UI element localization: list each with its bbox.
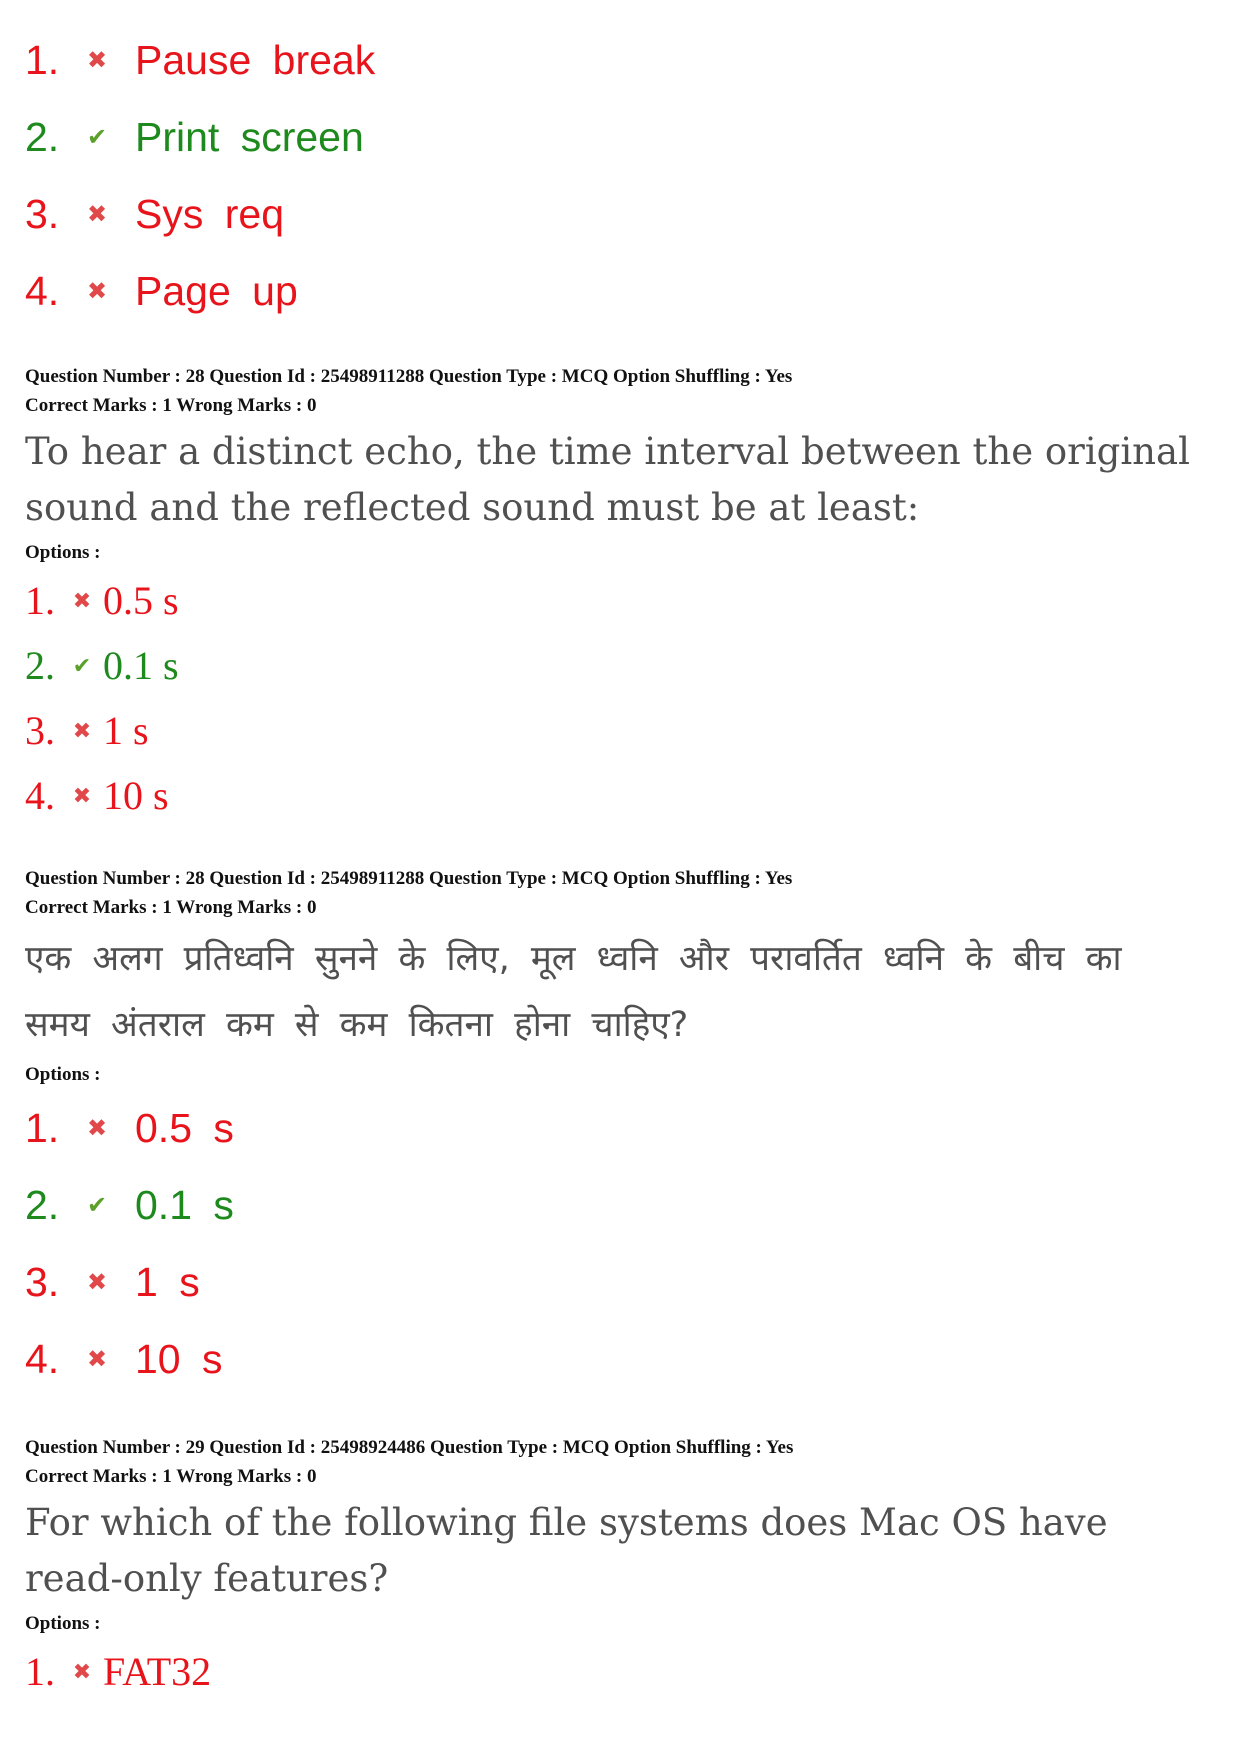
cross-icon: ✖ — [72, 1658, 92, 1684]
question-block — [25, 1433, 1220, 1704]
question-text: For which of the following file systems does Mac OS have read-only features? — [25, 1501, 1108, 1600]
option-3 — [25, 176, 1220, 253]
question-meta: Question Number : 28 Question Id : 25498911288 Question Type : MCQ Option Shuffling : Yes — [25, 366, 793, 387]
option-number: 3. — [25, 191, 60, 237]
option-text: 1 s — [103, 708, 149, 753]
option-number: 4. — [25, 268, 60, 314]
option-text: 10 s — [103, 773, 169, 818]
option-text: 0.1 s — [103, 643, 179, 688]
option-text: 1 s — [135, 1259, 200, 1305]
option-number: 1. — [25, 1105, 60, 1151]
option-1 — [25, 1639, 1220, 1704]
option-number: 2. — [25, 1182, 60, 1228]
question-meta: Question Number : 29 Question Id : 25498924486 Question Type : MCQ Option Shuffling : Yes — [25, 1437, 794, 1458]
options-label: Options : — [25, 542, 101, 563]
top-options — [25, 22, 1220, 330]
marks-meta: Correct Marks : 1 Wrong Marks : 0 — [25, 1466, 317, 1487]
option-text: Page up — [135, 268, 298, 314]
cross-icon: ✖ — [86, 278, 108, 305]
question-text: एक अलग प्रतिध्वनि सुनने के लिए, मूल ध्वनि और परावर्तित ध्वनि के बीच का समय अंतराल कम से कम कितना होना चाहिए? — [25, 939, 1122, 1045]
cross-icon: ✖ — [86, 1269, 108, 1296]
option-text: FAT32 — [103, 1649, 212, 1694]
option-2 — [25, 1167, 1220, 1244]
question-block — [25, 864, 1220, 1398]
option-text: 10 s — [135, 1336, 223, 1382]
options-label: Options : — [25, 1064, 101, 1085]
option-4 — [25, 763, 1220, 828]
check-icon: ✔ — [86, 124, 108, 151]
option-3 — [25, 698, 1220, 763]
option-text: Sys req — [135, 191, 284, 237]
cross-icon: ✖ — [86, 1115, 108, 1142]
option-number: 1. — [25, 578, 55, 623]
option-2 — [25, 99, 1220, 176]
check-icon: ✔ — [72, 652, 92, 678]
option-number: 1. — [25, 1649, 55, 1694]
option-number: 4. — [25, 773, 55, 818]
question-text: To hear a distinct echo, the time interval between the original sound and the reflected sound must be at least: — [25, 430, 1190, 529]
options-label: Options : — [25, 1613, 101, 1634]
option-text: 0.5 s — [103, 578, 179, 623]
cross-icon: ✖ — [72, 587, 92, 613]
question-block — [25, 362, 1220, 828]
option-number: 1. — [25, 37, 60, 83]
option-3 — [25, 1244, 1220, 1321]
option-text: Pause break — [135, 37, 376, 83]
option-text: 0.5 s — [135, 1105, 234, 1151]
marks-meta: Correct Marks : 1 Wrong Marks : 0 — [25, 395, 317, 416]
option-1 — [25, 568, 1220, 633]
marks-meta: Correct Marks : 1 Wrong Marks : 0 — [25, 897, 317, 918]
cross-icon: ✖ — [72, 717, 92, 743]
option-number: 3. — [25, 708, 55, 753]
option-number: 2. — [25, 114, 60, 160]
option-text: Print screen — [135, 114, 364, 160]
option-number: 2. — [25, 643, 55, 688]
option-number: 4. — [25, 1336, 60, 1382]
option-2 — [25, 633, 1220, 698]
question-meta: Question Number : 28 Question Id : 25498911288 Question Type : MCQ Option Shuffling : Yes — [25, 868, 793, 889]
option-1 — [25, 22, 1220, 99]
option-text: 0.1 s — [135, 1182, 234, 1228]
option-number: 3. — [25, 1259, 60, 1305]
cross-icon: ✖ — [72, 782, 92, 808]
cross-icon: ✖ — [86, 47, 108, 74]
check-icon: ✔ — [86, 1192, 108, 1219]
cross-icon: ✖ — [86, 201, 108, 228]
cross-icon: ✖ — [86, 1346, 108, 1373]
option-4 — [25, 1321, 1220, 1398]
option-4 — [25, 253, 1220, 330]
option-1 — [25, 1090, 1220, 1167]
